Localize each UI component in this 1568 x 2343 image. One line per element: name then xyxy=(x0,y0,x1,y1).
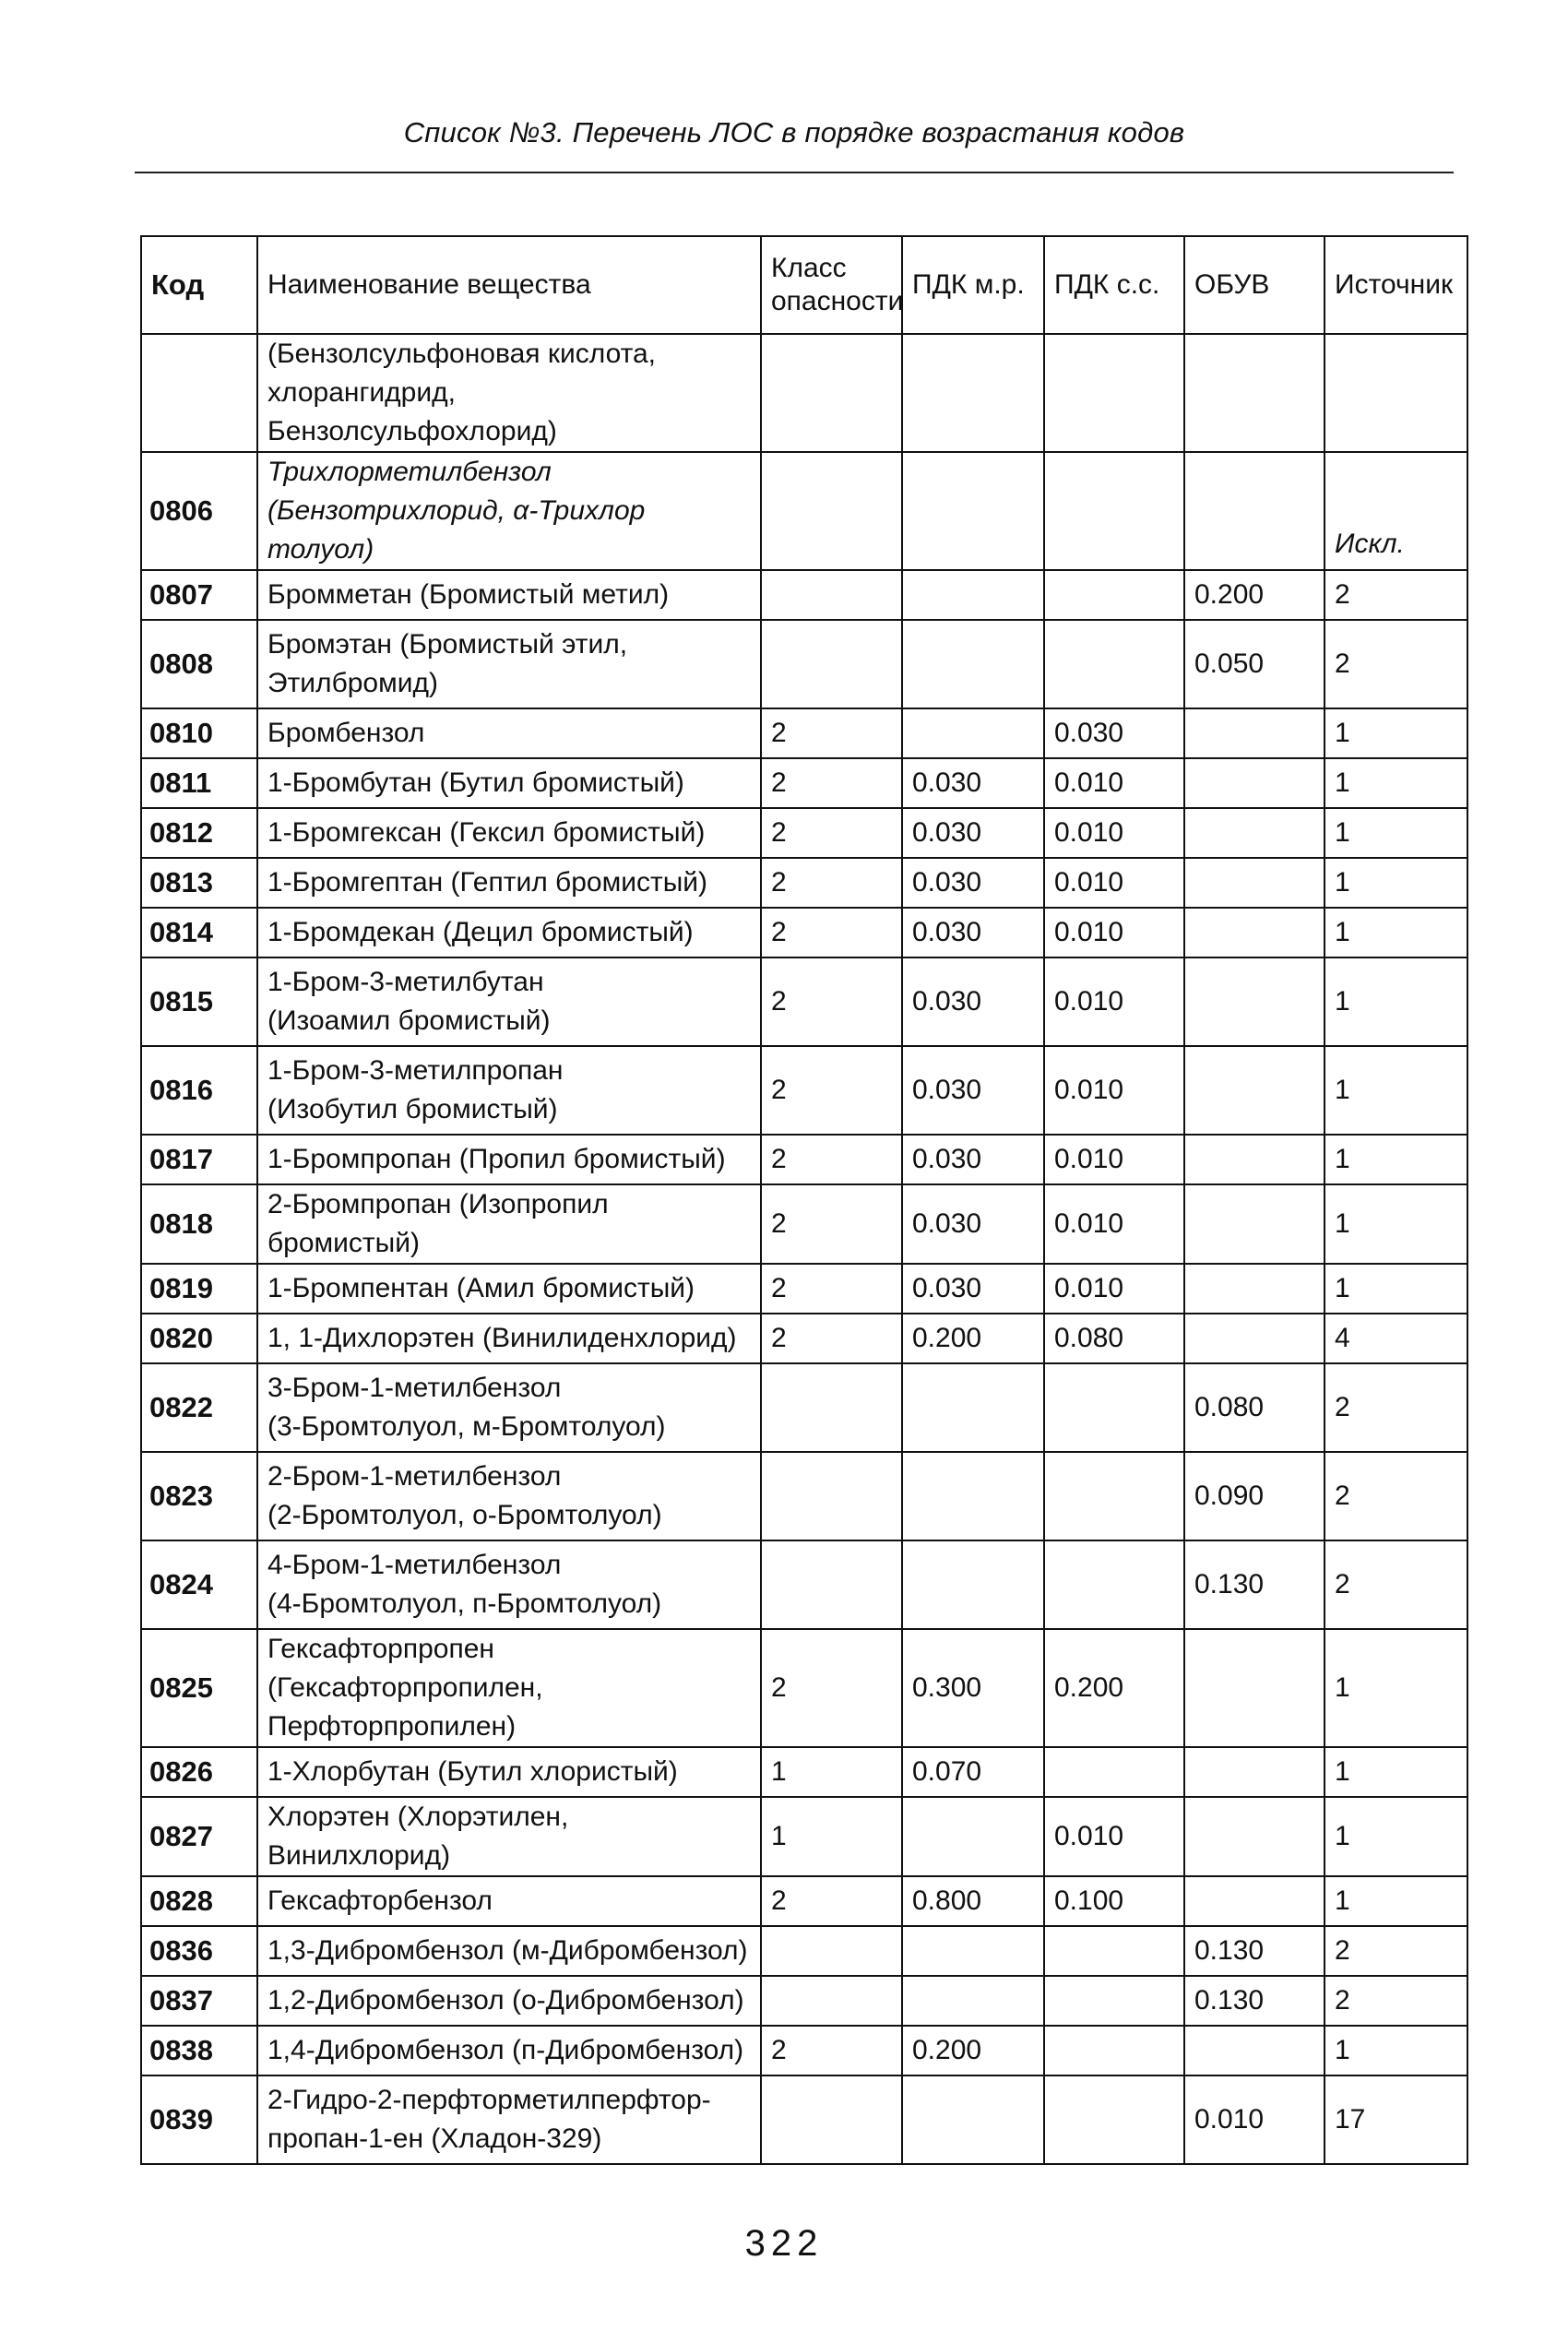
cell-name: 4-Бром-1-метилбензол (4-Бромтолуол, п-Бромтолуол) xyxy=(257,1540,761,1629)
cell-pdk-mr xyxy=(902,1363,1044,1452)
cell-hazard-class: 1 xyxy=(761,1747,902,1797)
cell-hazard-class: 2 xyxy=(761,1314,902,1363)
cell-pdk-mr xyxy=(902,1797,1044,1876)
cell-obuv xyxy=(1184,452,1324,570)
cell-hazard-class: 2 xyxy=(761,708,902,758)
cell-source: 1 xyxy=(1324,957,1467,1046)
cell-code: 0837 xyxy=(141,1976,257,2026)
cell-source: 1 xyxy=(1324,1629,1467,1747)
cell-name: Трихлорметилбензол (Бензотрихлорид, α-Трихлор толуол) xyxy=(257,452,761,570)
cell-hazard-class: 2 xyxy=(761,1046,902,1135)
cell-source: 2 xyxy=(1324,1363,1467,1452)
cell-code: 0823 xyxy=(141,1452,257,1540)
cell-obuv: 0.130 xyxy=(1184,1540,1324,1629)
cell-name: Бромметан (Бромистый метил) xyxy=(257,570,761,620)
cell-pdk-mr xyxy=(902,1540,1044,1629)
cell-code: 0826 xyxy=(141,1747,257,1797)
cell-hazard-class xyxy=(761,620,902,708)
cell-code: 0811 xyxy=(141,758,257,808)
table-row xyxy=(141,957,1467,1046)
cell-hazard-class: 2 xyxy=(761,758,902,808)
cell-code: 0836 xyxy=(141,1926,257,1976)
cell-pdk-ss: 0.100 xyxy=(1044,1876,1184,1926)
cell-source: 1 xyxy=(1324,1135,1467,1184)
cell-hazard-class: 2 xyxy=(761,1629,902,1747)
cell-pdk-mr: 0.030 xyxy=(902,1184,1044,1264)
cell-pdk-ss: 0.030 xyxy=(1044,708,1184,758)
cell-pdk-mr: 0.030 xyxy=(902,1264,1044,1314)
cell-hazard-class: 2 xyxy=(761,1264,902,1314)
cell-hazard-class xyxy=(761,1540,902,1629)
page-header-title: Список №3. Перечень ЛОС в порядке возрастания кодов xyxy=(403,116,1185,149)
cell-name: 1-Бромдекан (Децил бромистый) xyxy=(257,908,761,957)
cell-pdk-mr: 0.030 xyxy=(902,908,1044,957)
cell-source: 2 xyxy=(1324,1926,1467,1976)
cell-source: 1 xyxy=(1324,758,1467,808)
cell-code: 0820 xyxy=(141,1314,257,1363)
cell-pdk-ss xyxy=(1044,1926,1184,1976)
cell-pdk-ss: 0.010 xyxy=(1044,1135,1184,1184)
table-row xyxy=(141,1540,1467,1629)
cell-pdk-ss: 0.010 xyxy=(1044,1797,1184,1876)
cell-hazard-class: 2 xyxy=(761,1135,902,1184)
table-row xyxy=(141,1629,1467,1747)
table-row xyxy=(141,908,1467,957)
table-row xyxy=(141,2026,1467,2075)
cell-pdk-ss: 0.010 xyxy=(1044,808,1184,858)
cell-pdk-mr: 0.300 xyxy=(902,1629,1044,1747)
cell-hazard-class xyxy=(761,452,902,570)
cell-obuv xyxy=(1184,2026,1324,2075)
table-row xyxy=(141,334,1467,452)
cell-code xyxy=(141,334,257,452)
cell-code: 0814 xyxy=(141,908,257,957)
cell-name: 1-Хлорбутан (Бутил хлористый) xyxy=(257,1747,761,1797)
cell-code: 0812 xyxy=(141,808,257,858)
cell-obuv xyxy=(1184,908,1324,957)
table-header-row xyxy=(141,236,1467,334)
cell-code: 0839 xyxy=(141,2075,257,2164)
table-row xyxy=(141,1876,1467,1926)
cell-source: 2 xyxy=(1324,1540,1467,1629)
cell-name: 1,2-Дибромбензол (о-Дибромбензол) xyxy=(257,1976,761,2026)
cell-name: 1-Бромгептан (Гептил бромистый) xyxy=(257,858,761,908)
cell-obuv xyxy=(1184,1135,1324,1184)
cell-pdk-mr xyxy=(902,452,1044,570)
cell-pdk-ss xyxy=(1044,334,1184,452)
cell-source: 1 xyxy=(1324,1797,1467,1876)
cell-pdk-ss xyxy=(1044,1452,1184,1540)
cell-source: 1 xyxy=(1324,1264,1467,1314)
cell-code: 0813 xyxy=(141,858,257,908)
cell-hazard-class xyxy=(761,1926,902,1976)
cell-pdk-mr: 0.030 xyxy=(902,858,1044,908)
cell-hazard-class xyxy=(761,2075,902,2164)
cell-source: 17 xyxy=(1324,2075,1467,2164)
cell-obuv xyxy=(1184,334,1324,452)
cell-obuv: 0.080 xyxy=(1184,1363,1324,1452)
cell-name: 1-Бромгексан (Гексил бромистый) xyxy=(257,808,761,858)
table-row xyxy=(141,452,1467,570)
cell-pdk-mr: 0.030 xyxy=(902,957,1044,1046)
cell-obuv xyxy=(1184,1747,1324,1797)
cell-obuv xyxy=(1184,808,1324,858)
cell-code: 0822 xyxy=(141,1363,257,1452)
column-header-name: Наименование вещества xyxy=(257,236,761,334)
cell-code: 0817 xyxy=(141,1135,257,1184)
cell-source: Искл. xyxy=(1324,452,1467,570)
cell-obuv: 0.090 xyxy=(1184,1452,1324,1540)
cell-pdk-mr: 0.030 xyxy=(902,808,1044,858)
cell-code: 0815 xyxy=(141,957,257,1046)
cell-pdk-mr xyxy=(902,708,1044,758)
column-header-pdk-ss: ПДК с.с. xyxy=(1044,236,1184,334)
cell-pdk-mr xyxy=(902,334,1044,452)
cell-source: 1 xyxy=(1324,708,1467,758)
table-row xyxy=(141,570,1467,620)
table-row xyxy=(141,858,1467,908)
cell-code: 0824 xyxy=(141,1540,257,1629)
cell-hazard-class: 2 xyxy=(761,1184,902,1264)
table-body xyxy=(141,334,1467,2164)
cell-hazard-class: 2 xyxy=(761,908,902,957)
cell-pdk-ss xyxy=(1044,1540,1184,1629)
cell-obuv xyxy=(1184,858,1324,908)
cell-hazard-class xyxy=(761,1452,902,1540)
cell-source: 1 xyxy=(1324,1046,1467,1135)
cell-pdk-ss: 0.010 xyxy=(1044,858,1184,908)
cell-pdk-ss: 0.200 xyxy=(1044,1629,1184,1747)
cell-name: Гексафторбензол xyxy=(257,1876,761,1926)
cell-source: 1 xyxy=(1324,1747,1467,1797)
cell-hazard-class: 2 xyxy=(761,2026,902,2075)
cell-code: 0838 xyxy=(141,2026,257,2075)
table-row xyxy=(141,1314,1467,1363)
table-row xyxy=(141,1797,1467,1876)
cell-name: (Бензолсульфоновая кислота, хлорангидрид, Бензолсульфохлорид) xyxy=(257,334,761,452)
table-row xyxy=(141,1184,1467,1264)
cell-obuv xyxy=(1184,708,1324,758)
cell-obuv xyxy=(1184,1629,1324,1747)
cell-hazard-class xyxy=(761,570,902,620)
cell-hazard-class xyxy=(761,1976,902,2026)
page-number: 322 xyxy=(744,2223,824,2264)
cell-code: 0827 xyxy=(141,1797,257,1876)
cell-hazard-class: 2 xyxy=(761,808,902,858)
cell-obuv xyxy=(1184,1314,1324,1363)
cell-pdk-ss: 0.080 xyxy=(1044,1314,1184,1363)
cell-pdk-ss xyxy=(1044,2026,1184,2075)
cell-name: 2-Бромпропан (Изопропил бромистый) xyxy=(257,1184,761,1264)
table-row xyxy=(141,758,1467,808)
header-divider xyxy=(135,172,1454,173)
cell-obuv xyxy=(1184,1046,1324,1135)
cell-obuv xyxy=(1184,1876,1324,1926)
cell-pdk-mr: 0.030 xyxy=(902,758,1044,808)
cell-pdk-mr xyxy=(902,1926,1044,1976)
cell-name: Гексафторпропен (Гексафторпропилен, Перфторпропилен) xyxy=(257,1629,761,1747)
cell-code: 0807 xyxy=(141,570,257,620)
cell-pdk-mr xyxy=(902,570,1044,620)
table-row xyxy=(141,808,1467,858)
cell-source: 1 xyxy=(1324,1876,1467,1926)
cell-source: 4 xyxy=(1324,1314,1467,1363)
cell-code: 0828 xyxy=(141,1876,257,1926)
cell-name: 2-Гидро-2-перфторметилперфтор- пропан-1-ен (Хладон-329) xyxy=(257,2075,761,2164)
cell-obuv xyxy=(1184,758,1324,808)
cell-pdk-mr xyxy=(902,620,1044,708)
cell-obuv: 0.200 xyxy=(1184,570,1324,620)
cell-source: 1 xyxy=(1324,858,1467,908)
cell-source: 2 xyxy=(1324,570,1467,620)
table-row xyxy=(141,1452,1467,1540)
cell-pdk-ss xyxy=(1044,620,1184,708)
cell-pdk-mr: 0.200 xyxy=(902,1314,1044,1363)
cell-pdk-mr: 0.800 xyxy=(902,1876,1044,1926)
cell-name: 1-Бромпропан (Пропил бромистый) xyxy=(257,1135,761,1184)
cell-name: Бромбензол xyxy=(257,708,761,758)
table-row xyxy=(141,620,1467,708)
column-header-obuv: ОБУВ xyxy=(1184,236,1324,334)
cell-name: 3-Бром-1-метилбензол (3-Бромтолуол, м-Бромтолуол) xyxy=(257,1363,761,1452)
cell-obuv xyxy=(1184,957,1324,1046)
cell-pdk-ss: 0.010 xyxy=(1044,908,1184,957)
cell-pdk-mr: 0.030 xyxy=(902,1046,1044,1135)
cell-name: 1,3-Дибромбензол (м-Дибромбензол) xyxy=(257,1926,761,1976)
cell-source: 1 xyxy=(1324,808,1467,858)
cell-code: 0806 xyxy=(141,452,257,570)
cell-source: 2 xyxy=(1324,620,1467,708)
cell-name: 1-Бром-3-метилбутан (Изоамил бромистый) xyxy=(257,957,761,1046)
cell-obuv xyxy=(1184,1264,1324,1314)
cell-pdk-mr: 0.070 xyxy=(902,1747,1044,1797)
cell-pdk-ss: 0.010 xyxy=(1044,957,1184,1046)
cell-name: Бромэтан (Бромистый этил, Этилбромид) xyxy=(257,620,761,708)
table-row xyxy=(141,1747,1467,1797)
cell-hazard-class: 2 xyxy=(761,957,902,1046)
cell-pdk-ss xyxy=(1044,2075,1184,2164)
cell-hazard-class xyxy=(761,1363,902,1452)
cell-code: 0816 xyxy=(141,1046,257,1135)
cell-code: 0810 xyxy=(141,708,257,758)
table-row xyxy=(141,1926,1467,1976)
column-header-pdk-mr: ПДК м.р. xyxy=(902,236,1044,334)
column-header-code: Код xyxy=(141,236,257,334)
cell-name: Хлорэтен (Хлорэтилен, Винилхлорид) xyxy=(257,1797,761,1876)
cell-obuv xyxy=(1184,1797,1324,1876)
cell-pdk-mr xyxy=(902,1976,1044,2026)
cell-name: 1-Бром-3-метилпропан (Изобутил бромистый) xyxy=(257,1046,761,1135)
cell-pdk-mr xyxy=(902,1452,1044,1540)
table-row xyxy=(141,708,1467,758)
cell-hazard-class: 2 xyxy=(761,858,902,908)
cell-hazard-class xyxy=(761,334,902,452)
cell-pdk-ss: 0.010 xyxy=(1044,1264,1184,1314)
cell-pdk-ss xyxy=(1044,1747,1184,1797)
table-row xyxy=(141,1363,1467,1452)
cell-source xyxy=(1324,334,1467,452)
cell-name: 1-Бромпентан (Амил бромистый) xyxy=(257,1264,761,1314)
cell-pdk-mr xyxy=(902,2075,1044,2164)
cell-source: 2 xyxy=(1324,1452,1467,1540)
cell-pdk-ss xyxy=(1044,570,1184,620)
substances-table xyxy=(140,235,1468,2165)
cell-obuv: 0.050 xyxy=(1184,620,1324,708)
cell-code: 0808 xyxy=(141,620,257,708)
cell-hazard-class: 2 xyxy=(761,1876,902,1926)
cell-source: 1 xyxy=(1324,908,1467,957)
table-row xyxy=(141,1135,1467,1184)
table-row xyxy=(141,1046,1467,1135)
cell-obuv: 0.010 xyxy=(1184,2075,1324,2164)
cell-name: 1,4-Дибромбензол (п-Дибромбензол) xyxy=(257,2026,761,2075)
cell-name: 2-Бром-1-метилбензол (2-Бромтолуол, о-Бромтолуол) xyxy=(257,1452,761,1540)
cell-pdk-ss: 0.010 xyxy=(1044,1046,1184,1135)
cell-source: 1 xyxy=(1324,2026,1467,2075)
cell-pdk-ss: 0.010 xyxy=(1044,758,1184,808)
cell-code: 0825 xyxy=(141,1629,257,1747)
cell-name: 1, 1-Дихлорэтен (Винилиденхлорид) xyxy=(257,1314,761,1363)
cell-code: 0819 xyxy=(141,1264,257,1314)
cell-pdk-ss xyxy=(1044,452,1184,570)
cell-pdk-mr: 0.030 xyxy=(902,1135,1044,1184)
table-row xyxy=(141,2075,1467,2164)
column-header-hazard-class: Класс опасности xyxy=(761,236,902,334)
cell-source: 2 xyxy=(1324,1976,1467,2026)
cell-obuv: 0.130 xyxy=(1184,1926,1324,1976)
cell-obuv: 0.130 xyxy=(1184,1976,1324,2026)
cell-source: 1 xyxy=(1324,1184,1467,1264)
cell-hazard-class: 1 xyxy=(761,1797,902,1876)
cell-pdk-ss xyxy=(1044,1363,1184,1452)
cell-pdk-ss: 0.010 xyxy=(1044,1184,1184,1264)
table-row xyxy=(141,1976,1467,2026)
cell-code: 0818 xyxy=(141,1184,257,1264)
cell-pdk-ss xyxy=(1044,1976,1184,2026)
cell-obuv xyxy=(1184,1184,1324,1264)
cell-name: 1-Бромбутан (Бутил бромистый) xyxy=(257,758,761,808)
column-header-source: Источник xyxy=(1324,236,1467,334)
table-row xyxy=(141,1264,1467,1314)
cell-pdk-mr: 0.200 xyxy=(902,2026,1044,2075)
